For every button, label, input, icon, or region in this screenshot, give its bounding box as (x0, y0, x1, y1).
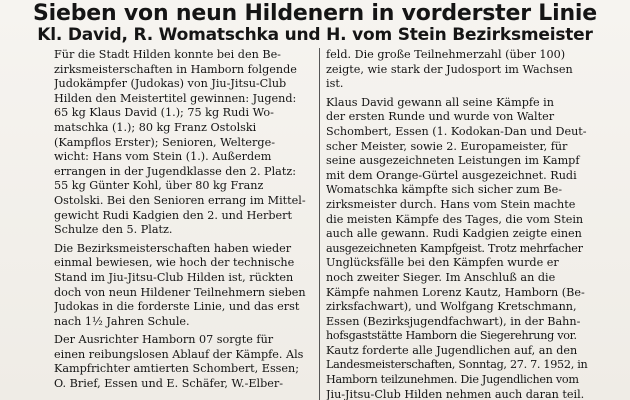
text-line: Stand im Jiu-Jitsu-Club Hilden ist, rückten (54, 270, 294, 284)
article-subheadline: Kl. David, R. Womatschka und H. vom Stein Bezirksmeister (37, 25, 593, 45)
text-line: nach 1½ Jahren Schule. (54, 314, 190, 328)
text-line: ausgezeichneten Kampfgeist. Trotz mehrfacher (326, 241, 583, 255)
text-line: Schulze den 5. Platz. (54, 223, 173, 237)
text-line: Judokämpfer (Judokas) von Jiu-Jitsu-Club (54, 77, 287, 91)
text-line: zirksmeister durch. Hans vom Stein machte (326, 197, 576, 211)
text-line: Judokas in die forderste Linie, und das erst (54, 300, 300, 314)
text-line: Jiu-Jitsu-Club Hilden nehmen auch daran teil. (326, 387, 585, 400)
text-line: O. Brief, Essen und E. Schäfer, W.-Elber- (54, 377, 284, 391)
text-line: Die Bezirksmeisterschaften haben wieder (54, 241, 292, 255)
text-line: Klaus David gewann all seine Kämpfe in (326, 95, 554, 109)
text-line: Kämpfe nahmen Lorenz Kautz, Hamborn (Be- (326, 285, 585, 299)
text-line: errangen in der Jugendklasse den 2. Platz: (54, 164, 296, 178)
article-column-right (326, 48, 588, 400)
text-line: 65 kg Klaus David (1.); 75 kg Rudi Wo- (54, 106, 274, 120)
text-line: Landesmeisterschaften, Sonntag, 27. 7. 1952, in (326, 358, 588, 372)
text-line: scher Meister, sowie 2. Europameister, für (326, 139, 568, 153)
text-line: doch von neun Hildener Teilnehmern sieben (54, 285, 306, 299)
article-headline: Sieben von neun Hildenern in vorderster Linie (33, 1, 597, 26)
text-line: Ostolski. Bei den Senioren errang im Mittel- (54, 193, 306, 207)
text-line: wicht: Hans vom Stein (1.). Außerdem (54, 150, 272, 164)
text-line: zirksfachwart), und Wolfgang Kretschmann, (326, 300, 577, 314)
text-line: feld. Die große Teilnehmerzahl (über 100) (326, 48, 566, 61)
text-line: Kautz forderte alle Jugendlichen auf, an den (326, 343, 578, 357)
text-line: mit dem Orange-Gürtel ausgezeichnet. Rudi (326, 168, 577, 182)
text-line: 55 kg Günter Kohl, über 80 kg Franz (54, 179, 264, 193)
text-line: matschka (1.); 80 kg Franz Ostolski (54, 120, 257, 134)
text-line: seine ausgezeichneten Leistungen im Kampf (326, 154, 580, 168)
text-line: auch alle gewann. Rudi Kadgien zeigte einen (326, 227, 582, 241)
article-column-left (54, 48, 314, 392)
text-line: hofsgaststätte Hamborn die Siegerehrung vor. (326, 329, 577, 343)
text-line: (Kampflos Erster); Senioren, Weltergе- (54, 135, 275, 149)
text-line: ist. (326, 77, 344, 91)
text-line: zirksmeisterschaften in Hamborn folgende (54, 62, 297, 76)
text-line: Hilden den Meistertitel gewinnen: Jugend: (54, 91, 297, 105)
text-line: Kampfrichter amtierten Schombert, Essen; (54, 362, 300, 376)
text-line: einen reibungslosen Ablauf der Kämpfe. Als (54, 347, 304, 361)
text-line: die meisten Kämpfe des Tages, die vom Stein (326, 212, 584, 226)
text-line: gewicht Rudi Kadgien den 2. und Herbert (54, 208, 292, 222)
text-line: einmal bewiesen, wie hoch der technische (54, 256, 295, 270)
text-line: Der Ausrichter Hamborn 07 sorgte für (54, 333, 274, 347)
text-line: Für die Stadt Hilden konnte bei den Be- (54, 48, 281, 61)
column-divider (319, 48, 320, 400)
text-line: Unglücksfälle bei den Kämpfen wurde er (326, 256, 559, 270)
text-line: Hamborn teilzunehmen. Die Jugendlichen vom (326, 373, 579, 387)
text-line: Schombert, Essen (1. Kodokan-Dan und Deut- (326, 124, 587, 138)
text-line: der ersten Runde und wurde von Walter (326, 110, 555, 124)
text-line: noch zweiter Sieger. Im Anschluß an die (326, 270, 556, 284)
text-line: zeigte, wie stark der Judosport im Wachsen (326, 62, 573, 76)
text-line: Womatschka kämpfte sich sicher zum Be- (326, 183, 563, 197)
text-line: Essen (Bezirksjugendfachwart), in der Bahn- (326, 314, 581, 328)
